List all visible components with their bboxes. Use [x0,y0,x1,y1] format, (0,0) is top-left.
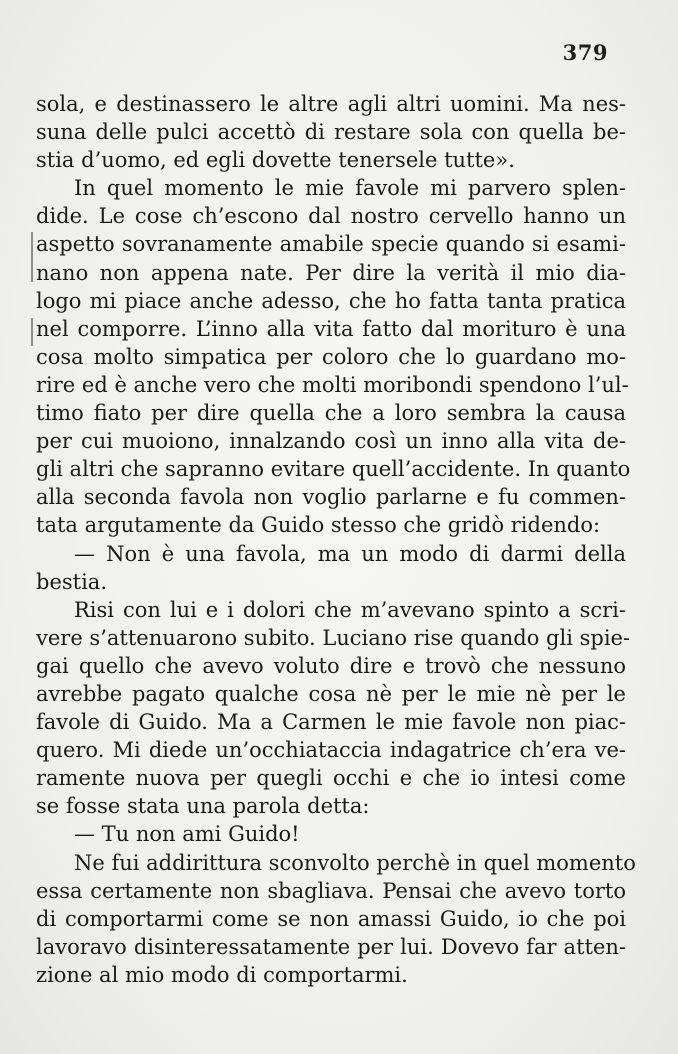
text-line: favole di Guido. Ma a Carmen le mie favole non piac- [36,710,626,735]
text-line: — Non è una favola, ma un modo di darmi della [74,541,626,566]
text-line: cosa molto simpatica per coloro che lo guardano mo- [36,344,626,369]
text-line: gai quello che avevo voluto dire e trovò che nessuno [36,653,626,678]
text-line: vere s’attenuarono subito. Luciano rise quando gli spie- [36,625,631,650]
text-line: tata argutamente da Guido stesso che gridò ridendo: [36,513,601,538]
page-number: 379 [562,40,608,65]
text-line: gli altri che sapranno evitare quell’accidente. In quanto [36,457,631,482]
text-line: stia d’uomo, ed egli dovette tenersele tutte». [36,148,515,173]
text-line: In quel momento le mie favole mi parvero splen- [74,176,626,201]
text-line: lavoravo disinteressatamente per lui. Dovevo far atten- [36,934,626,959]
text-line: sola, e destinassero le altre agli altri uomini. Ma nes- [36,92,626,116]
text-line: dide. Le cose ch’escono dal nostro cervello hanno un [36,204,626,229]
text-line: aspetto sovranamente amabile specie quando si esami- [36,232,626,257]
text-line: di comportarmi come se non amassi Guido, io che poi [36,906,626,931]
text-line: rire ed è anche vero che molti moribondi spendono l’ul- [36,372,629,397]
text-line: se fosse stata una parola detta: [36,794,370,819]
text-line: logo mi piace anche adesso, che ho fatta tanta pratica [36,288,626,313]
margin-mark [31,318,33,346]
text-line: Ne fui addirittura sconvolto perchè in quel momento [74,850,636,875]
text-line: avrebbe pagato qualche cosa nè per le mie nè per le [36,681,626,706]
margin-mark [31,232,33,282]
text-line: suna delle pulci accettò di restare sola con quella be- [36,120,626,145]
text-line: bestia. [36,569,107,594]
text-line: ramente nuova per quegli occhi e che io intesi come [36,766,626,791]
text-line: zione al mio modo di comportarmi. [36,962,408,987]
text-line: per cui muoiono, innalzando così un inno alla vita de- [36,429,626,454]
text-line: nel comporre. L’inno alla vita fatto dal morituro è una [36,316,626,341]
text-line: quero. Mi diede un’occhiataccia indagatrice ch’era ve- [36,738,626,763]
text-line: — Tu non ami Guido! [74,822,300,847]
text-line: nano non appena nate. Per dire la verità il mio dia- [36,260,626,285]
body-text [36,90,636,989]
text-line: essa certamente non sbagliava. Pensai che avevo torto [36,878,626,903]
text-line: timo fiato per dire quella che a loro sembra la causa [36,401,626,426]
text-line: alla seconda favola non voglio parlarne e fu commen- [36,485,626,510]
text-line: Risi con lui e i dolori che m’avevano spinto a scri- [74,597,626,622]
